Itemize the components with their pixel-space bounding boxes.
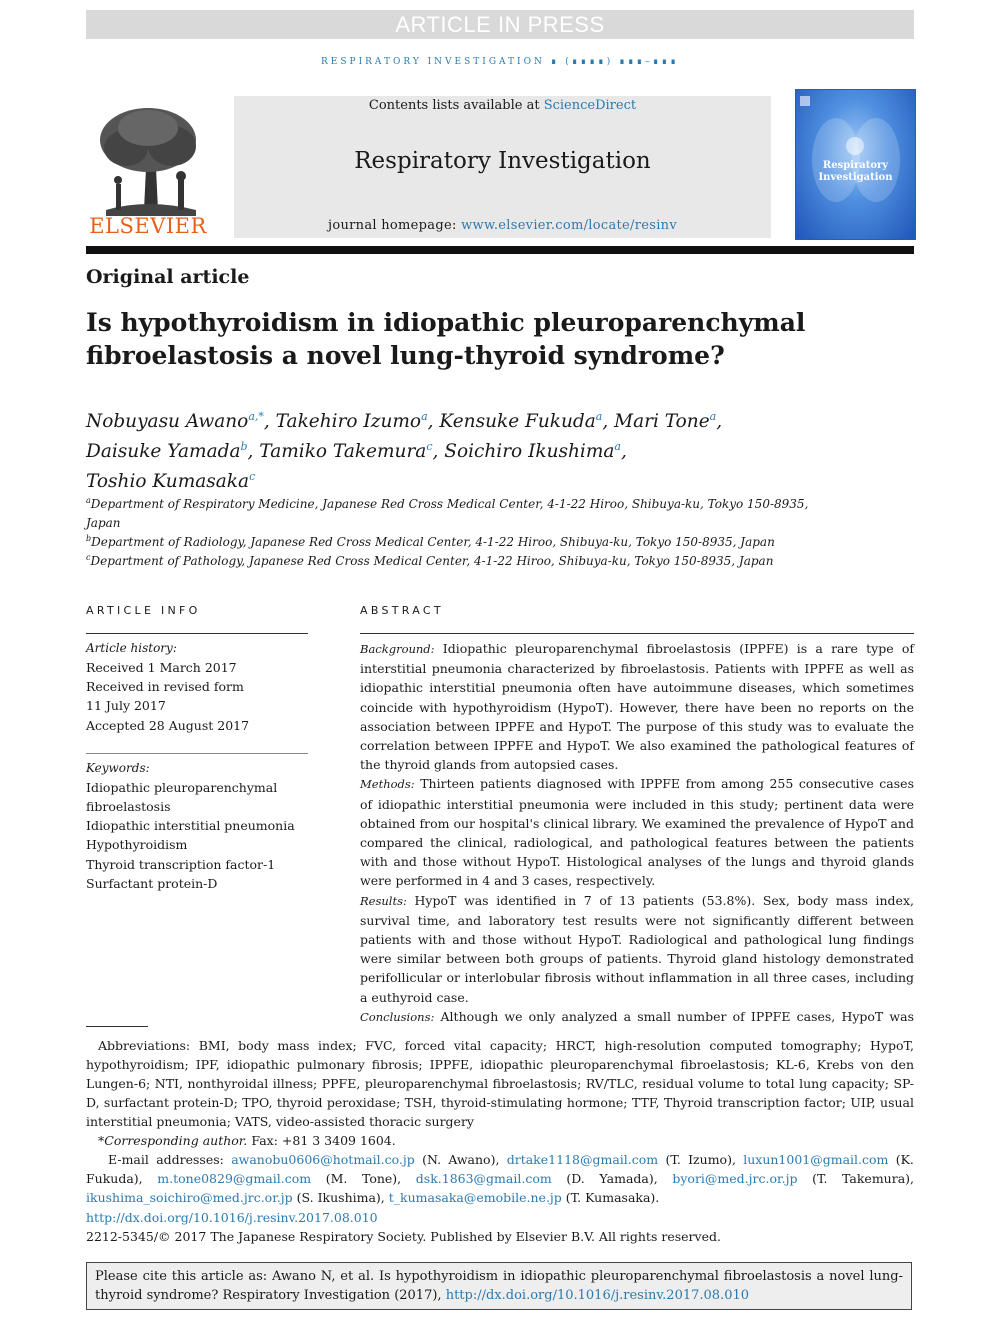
author-affil-link[interactable]: a [421,410,428,423]
keyword: Idiopathic pleuroparenchymal [86,779,278,795]
methods-text: Thirteen patients diagnosed with IPPFE from among 255 consecutive cases of idiopathic interstitial pneumonia were included in this study; pertinent data were obtained from our hospital's clinical library. We examined the prevalence of HypoT and compared the clinical, radiological, and pathological features between the patients with and those without HypoT. Histological analyses of the lungs and thyroid glands were performed in 4 and 3 cases, respectively. [360,776,914,889]
keyword: Idiopathic interstitial pneumonia [86,818,295,834]
abstract-body [360,639,914,1027]
author-sep: , [247,441,260,463]
history-item: Accepted 28 August 2017 [86,717,250,733]
author-affil-link[interactable]: b [240,440,248,454]
affil-text: Department of Pathology, Japanese Red Cross Medical Center, 4-1-22 Hiroo, Shibuya-ku, Tokyo 150-8935, Japan [90,554,774,568]
conclusions-text: Although we only analyzed a small number of IPPFE cases, HypoT was [440,1008,914,1024]
abstract-results [360,891,914,1007]
email-owner: (T. Kumasaka). [565,1190,660,1205]
author-sep: , [263,411,276,433]
email-link[interactable]: byori@med.jrc.or.jp [672,1171,798,1186]
article-info-rule [86,633,308,634]
abstract-rule [360,633,914,634]
doi-link[interactable]: http://dx.doi.org/10.1016/j.resinv.2017.08.010 [86,1210,378,1225]
author-line-2 [86,434,914,464]
email-owner: (N. Awano), [422,1152,500,1167]
author-name: Daisuke Yamada [86,441,241,463]
author-name: Mari Tone [614,411,710,433]
methods-label: Methods: [360,777,415,792]
email-link[interactable]: dsk.1863@gmail.com [415,1171,552,1186]
citation-doi-link[interactable]: http://dx.doi.org/10.1016/j.resinv.2017.08.010 [445,1288,750,1303]
corresponding-author [86,1131,914,1150]
author-name: Soichiro Ikushima [444,441,615,463]
affil-text: Department of Respiratory Medicine, Japanese Red Cross Medical Center, 4-1-22 Hiroo, Shibuya-ku, Tokyo 150-8935, [90,497,809,511]
affiliation-a [86,491,914,533]
email-link[interactable]: m.tone0829@gmail.com [157,1171,312,1186]
keyword: Thyroid transcription factor-1 [86,856,276,872]
keyword: Surfactant protein-D [86,875,218,891]
author-sep: , [602,411,615,433]
cover-title: Respiratory Investigation [818,160,893,183]
homepage-prefix: journal homepage: [328,218,457,233]
keywords-label: Keywords: [86,760,150,775]
author-name: Nobuyasu Awano [86,411,249,433]
conclusions-label: Conclusions: [360,1009,435,1024]
email-addresses [86,1150,914,1207]
author-affil-link[interactable]: a [595,410,603,423]
history-label: Article history: [86,641,177,655]
article-title [86,306,914,372]
email-owner: (D. Yamada), [566,1171,658,1186]
abstract [360,604,914,1027]
background-text: Idiopathic pleuroparenchymal fibroelastosis (IPPFE) is a rare type of interstitial pneumonia characterized by fibroelastosis. Patients with IPPFE as well as idiopathic interstitial pneumonia often have autoimmune diseases, which sometimes coincide with hypothyroidism (HypoT). However, there have been no reports on the association between IPPFE and HypoT. The purpose of this study was to evaluate the correlation between IPPFE and HypoT. We also examined the pathological features of the thyroid glands from autopsied cases. [360,641,914,773]
email-link[interactable]: awanobu0606@hotmail.co.jp [231,1152,415,1167]
results-label: Results: [360,893,407,908]
corresponding-fax: Fax: +81 3 3409 1604. [251,1133,396,1148]
footnotes [86,1036,914,1207]
contents-prefix: Contents lists available at [368,98,540,113]
email-link[interactable]: drtake1118@gmail.com [506,1152,659,1167]
author-sep: , [432,441,445,463]
copyright: 2212-5345/© 2017 The Japanese Respiratory Society. Published by Elsevier B.V. All rights reserved. [86,1229,721,1244]
journal-name: Respiratory Investigation [354,148,651,174]
affiliation-c [86,548,914,571]
author-affil-link[interactable]: a,* [248,410,264,423]
author-affil-link[interactable]: c [426,440,433,454]
author-name: Toshio Kumasaka [86,471,250,493]
corresponding-label: *Corresponding author. [98,1133,248,1148]
author-line-3 [86,464,914,494]
contents-line [234,98,771,113]
title-line-2: fibroelastosis a novel lung-thyroid syndrome? [86,341,725,370]
author-sep: , [620,441,627,463]
author-name: Kensuke Fukuda [439,411,596,433]
homepage-line [234,218,771,233]
journal-cover-thumbnail[interactable] [795,89,916,240]
email-owner: (T. Takemura), [812,1171,915,1186]
article-info [86,604,308,893]
affil-text-cont: Japan [86,516,121,530]
history-item: Received 1 March 2017 [86,660,237,675]
header-rule [86,246,914,254]
email-link[interactable]: t_kumasaka@emobile.ne.jp [388,1190,562,1205]
email-owner: (K. Fukuda), [86,1152,914,1186]
doi-block [86,1208,721,1246]
author-affil-link[interactable]: c [249,470,256,484]
email-owner: (T. Izumo), [665,1152,736,1167]
history-item: 11 July 2017 [86,698,166,714]
abstract-heading: ABSTRACT [360,604,444,617]
affil-marker: b [86,534,92,543]
author-name: Takehiro Izumo [275,411,422,433]
homepage-link[interactable]: www.elsevier.com/locate/resinv [461,218,677,233]
title-line-1: Is hypothyroidism in idiopathic pleuroparenchymal [86,308,806,337]
email-owner: (M. Tone), [325,1171,402,1186]
article-info-heading: ARTICLE INFO [86,604,201,617]
journal-masthead [234,96,771,238]
elsevier-wordmark: ELSEVIER [89,214,207,238]
article-type: Original article [86,266,250,288]
email-label: E-mail addresses: [108,1152,224,1167]
author-name: Tamiko Takemura [259,441,427,463]
citation-text: Please cite this article as: Awano N, et al. Is hypothyroidism in idiopathic pleuroparenchymal fibroelastosis a novel lung-thyroid syndrome? Respiratory Investigation (2017), [95,1269,903,1303]
keywords-rule [86,753,308,754]
author-affil-link[interactable]: a [709,410,717,423]
abbreviations: Abbreviations: BMI, body mass index; FVC, forced vital capacity; HRCT, high-resolution computed tomography; HypoT, hypothyroidism; IPF, idiopathic pulmonary fibrosis; IPPFE, idiopathic pleuroparenchymal fibroelastosis; KL-6, Krebs von den Lungen-6; NTI, nonthyroidal illness; PPFE, pleuroparenchymal fibroelastosis; RV/TLC, residual volume to total lung capacity; SP-D, surfactant protein-D; TPO, thyroid peroxidase; TSH, thyroid-stimulating hormone; TTF, Thyroid transcription factor; UIP, usual interstitial pneumonia; VATS, video-assisted thoracic surgery [86,1038,914,1129]
author-sep: , [427,411,440,433]
footnote-rule [86,1026,148,1027]
author-affil-link[interactable]: a [614,440,621,454]
author-list [86,404,914,494]
affil-marker: a [86,496,91,505]
affil-text: Department of Radiology, Japanese Red Cross Medical Center, 4-1-22 Hiroo, Shibuya-ku, Tokyo 150-8935, Japan [91,535,775,549]
abstract-background [360,639,914,774]
citation-box [86,1262,912,1310]
author-sep: , [716,411,723,433]
running-header: RESPIRATORY INVESTIGATION ∎ (∎∎∎∎) ∎∎∎–∎∎∎ [321,57,679,67]
keyword: Hypothyroidism [86,837,188,853]
results-text: HypoT was identified in 7 of 13 patients (53.8%). Sex, body mass index, survival time, and laboratory test results were not significantly different between patients with and those without HypoT. Radiological and pathological lung findings were similar between both groups of patients. Thyroid gland histology demonstrated perifollicular or interlobular fibrosis without inflammation in all three cases, including a euthyroid case. [360,892,914,1005]
history-item: Received in revised form [86,679,244,695]
affil-marker: c [86,553,91,562]
email-link[interactable]: luxun1001@gmail.com [743,1152,889,1167]
author-line-1 [86,404,914,434]
keyword: fibroelastosis [86,799,171,815]
elsevier-logo[interactable] [86,98,210,240]
abstract-conclusions [360,1007,914,1027]
email-link[interactable]: ikushima_soichiro@med.jrc.or.jp [86,1190,293,1205]
email-owner: (S. Ikushima), [296,1190,385,1205]
abstract-methods [360,774,914,890]
background-label: Background: [360,642,435,656]
sciencedirect-link[interactable]: ScienceDirect [543,98,637,113]
article-in-press-banner: ARTICLE IN PRESS [86,10,914,39]
